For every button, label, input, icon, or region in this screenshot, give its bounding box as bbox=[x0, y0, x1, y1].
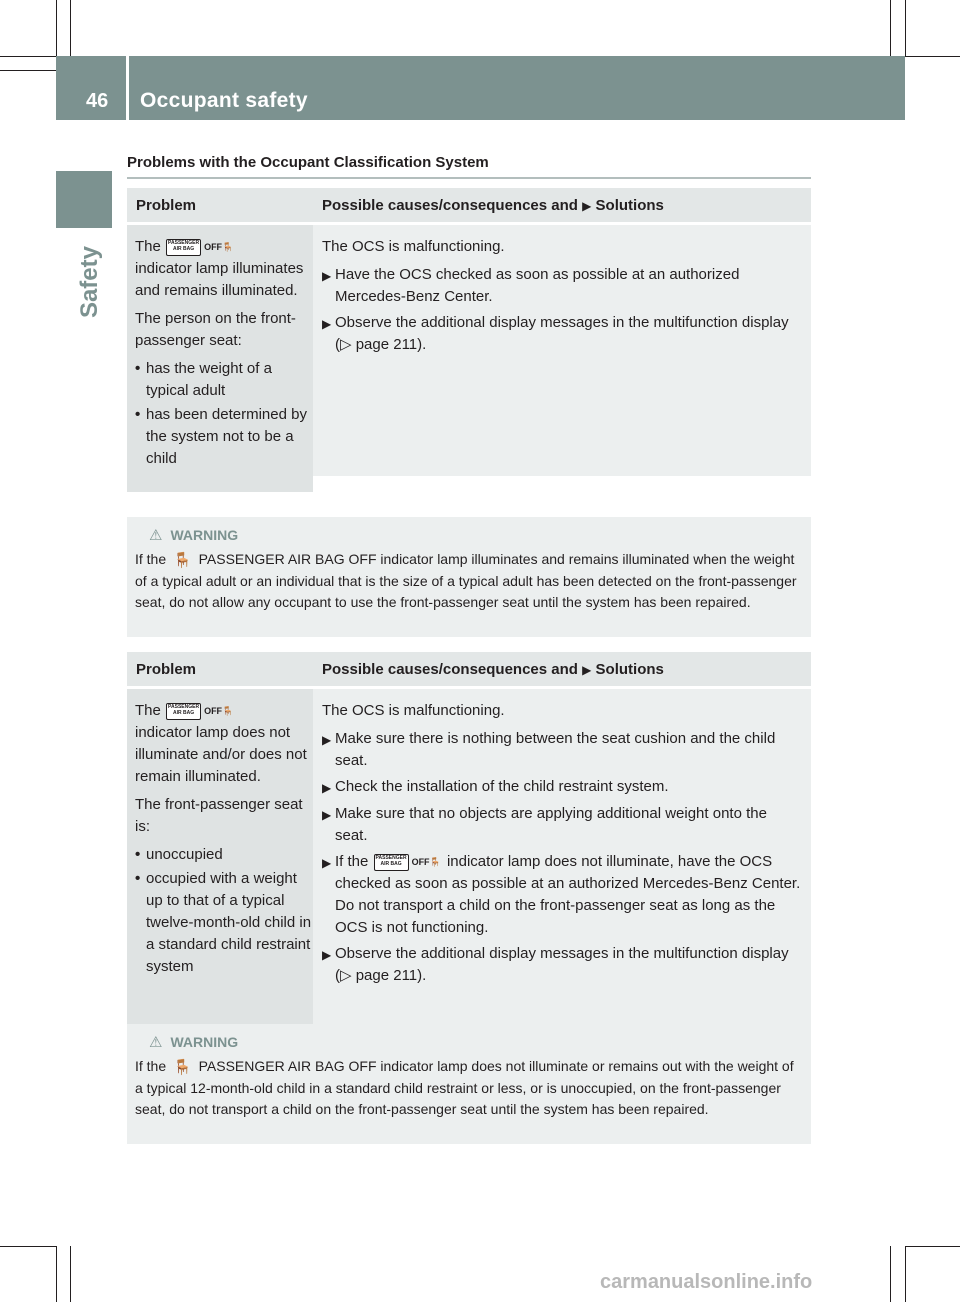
solution-cell bbox=[313, 689, 811, 1031]
list-item: ▶ Make sure there is nothing between the seat cushion and the child seat. bbox=[322, 728, 801, 772]
crop-mark bbox=[905, 56, 960, 57]
problem-text: indicator lamp does not illuminate and/or does not remain illuminated. bbox=[135, 724, 307, 786]
step-arrow-icon: ▶ bbox=[322, 948, 332, 963]
problem-desc bbox=[135, 700, 313, 788]
arrow-icon: ▶ bbox=[582, 198, 592, 213]
bullet-icon: • bbox=[135, 870, 141, 888]
watermark: carmanualsonline.info bbox=[600, 1271, 813, 1293]
list-item: ▶ Observe the additional display messages in the multifunction display (▷ page 211). bbox=[322, 943, 801, 987]
column-header-solutions bbox=[314, 661, 664, 678]
warning-box-1 bbox=[127, 517, 811, 637]
warning-triangle-icon: ⚠ bbox=[149, 1034, 163, 1051]
step-arrow-icon: ▶ bbox=[322, 856, 332, 870]
crop-mark bbox=[0, 1246, 56, 1247]
warning-triangle-icon: ⚠ bbox=[149, 527, 163, 544]
list-item: ▶ Make sure that no objects are applying additional weight onto the seat. bbox=[322, 803, 801, 847]
table-header bbox=[127, 188, 811, 225]
step-arrow-icon: ▶ bbox=[322, 317, 332, 331]
cause-text: The OCS is malfunctioning. bbox=[322, 702, 505, 719]
airbag-off-icon: 🪑 bbox=[173, 551, 192, 569]
table-row bbox=[127, 689, 811, 1031]
bullet-icon: • bbox=[135, 846, 141, 864]
column-header-solutions bbox=[314, 197, 664, 214]
column-header-text: Solutions bbox=[595, 196, 664, 214]
table-row bbox=[127, 225, 811, 492]
arrow-icon: ▶ bbox=[582, 662, 592, 677]
bullet-icon: • bbox=[135, 406, 141, 424]
crop-mark bbox=[905, 0, 906, 56]
warning-text: If the 🪑 PASSENGER AIR BAG OFF indicator lamp does not illuminate or remains out with the weight of a typical 12-month-old child in a standard child restraint or less, or is unoccupied, on the front-passenger seat, do not transport a child on the front-passenger seat until the system has been repaired. bbox=[135, 1058, 794, 1117]
problem-table-1 bbox=[127, 188, 811, 492]
page-number: 46 bbox=[86, 90, 109, 112]
list-item: • occupied with a weight up to that of a typical twelve-month-old child in a standard child restraint system bbox=[135, 868, 313, 978]
list-item: ▶ Observe the additional display messages in the multifunction display (▷ page 211). bbox=[322, 312, 801, 356]
table-header bbox=[127, 652, 811, 689]
problem-text: indicator lamp illuminates and remains illuminated. bbox=[135, 260, 304, 300]
solution-cell bbox=[313, 225, 811, 476]
problem-lead: The bbox=[135, 702, 161, 719]
warning-title: ⚠ WARNING bbox=[149, 527, 239, 544]
column-header-text: Possible causes/consequences and bbox=[322, 196, 578, 214]
airbag-off-icon: OFF🪑 bbox=[411, 857, 441, 868]
step-arrow-icon: ▶ bbox=[322, 808, 332, 822]
column-header-problem: Problem bbox=[136, 196, 197, 214]
crop-mark bbox=[70, 1246, 71, 1302]
step-arrow-icon: ▶ bbox=[322, 269, 332, 283]
passenger-airbag-indicator-icon: PASSENGER AIR BAG bbox=[166, 703, 201, 720]
crop-mark bbox=[0, 56, 56, 57]
step-arrow-icon: ▶ bbox=[322, 781, 332, 795]
crop-mark bbox=[0, 70, 56, 71]
side-tab-block bbox=[56, 171, 112, 228]
side-tab-label: Safety bbox=[76, 246, 103, 319]
crop-mark bbox=[905, 1246, 960, 1247]
page-section-title: Occupant safety bbox=[140, 89, 308, 112]
column-header-text: Possible causes/consequences and bbox=[322, 660, 578, 678]
problem-cell bbox=[127, 225, 313, 492]
passenger-airbag-indicator-icon: PASSENGER AIR BAG bbox=[166, 239, 201, 256]
header-divider bbox=[126, 56, 129, 120]
crop-mark bbox=[56, 0, 57, 56]
crop-mark bbox=[56, 1246, 57, 1302]
bullet-icon: • bbox=[135, 360, 141, 378]
cause-text: The OCS is malfunctioning. bbox=[322, 238, 505, 255]
problem-lead: The bbox=[135, 238, 161, 255]
list-item: • has been determined by the system not to be a child bbox=[135, 404, 313, 470]
problem-cell bbox=[127, 689, 313, 1031]
title-rule bbox=[127, 177, 811, 179]
column-header-text: Solutions bbox=[595, 660, 664, 678]
problem-para: The person on the front-passenger seat: bbox=[135, 310, 296, 350]
passenger-airbag-indicator-icon: PASSENGER AIR BAG bbox=[374, 854, 409, 871]
step-arrow-icon: ▶ bbox=[322, 733, 332, 747]
airbag-off-icon: 🪑 bbox=[173, 1058, 192, 1076]
problem-desc bbox=[135, 236, 313, 302]
section-title: Problems with the Occupant Classification System bbox=[127, 154, 489, 171]
warning-title: ⚠ WARNING bbox=[149, 1034, 239, 1051]
crop-mark bbox=[905, 1246, 906, 1302]
crop-mark bbox=[890, 0, 891, 56]
list-item: • has the weight of a typical adult bbox=[135, 358, 313, 402]
warning-box-2 bbox=[127, 1024, 811, 1144]
problem-table-2 bbox=[127, 652, 811, 1031]
crop-mark bbox=[890, 1246, 891, 1302]
crop-mark bbox=[70, 0, 71, 56]
warning-text: If the 🪑 PASSENGER AIR BAG OFF indicator lamp illuminates and remains illuminated when the weight of a typical adult or an individual that is the size of a typical adult has been detected on the front-passenger seat, do not allow any occupant to use the front-passenger seat until the system has been repaired. bbox=[135, 551, 797, 610]
list-item: ▶ Have the OCS checked as soon as possible at an authorized Mercedes-Benz Center. bbox=[322, 264, 801, 308]
list-item: ▶ Check the installation of the child restraint system. bbox=[322, 776, 801, 799]
list-item: ▶ If the PASSENGER AIR BAG OFF🪑 indicator lamp does not illuminate, have the OCS checked as soon as possible at an authorized Mercedes-Benz Center. Do not transport a child on the front-passenger seat as long as the OCS is not functioning. bbox=[322, 851, 801, 939]
page-header bbox=[56, 56, 905, 120]
problem-para: The front-passenger seat is: bbox=[135, 796, 303, 836]
airbag-off-icon: OFF🪑 bbox=[204, 242, 234, 253]
airbag-off-icon: OFF🪑 bbox=[204, 706, 234, 717]
list-item: • unoccupied bbox=[135, 844, 313, 866]
column-header-problem: Problem bbox=[136, 660, 197, 678]
